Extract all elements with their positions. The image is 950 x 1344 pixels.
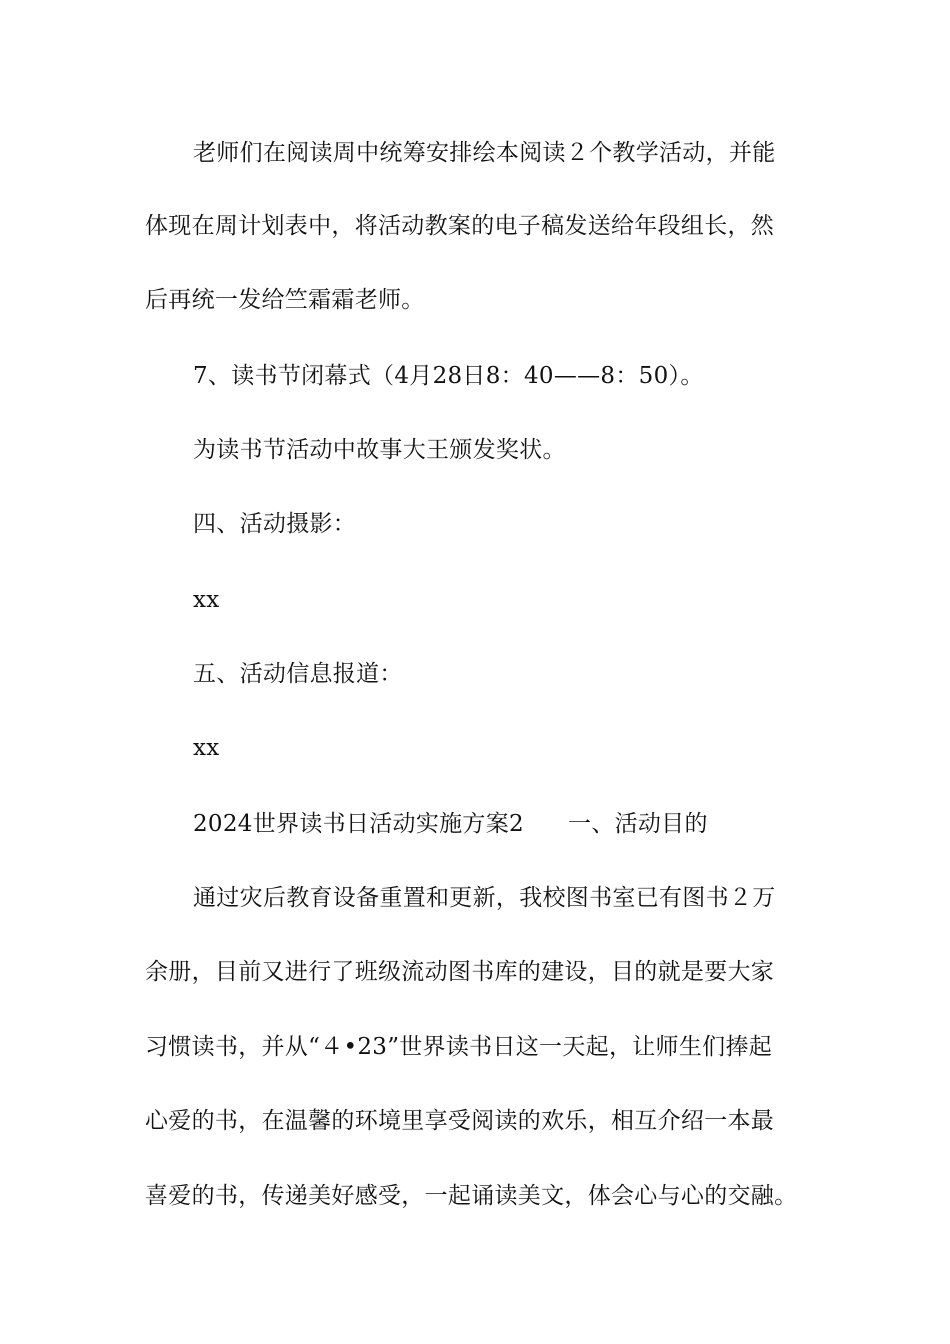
document-title-line	[193, 809, 893, 839]
paragraph-line: 心爱的书，在温馨的环境里享受阅读的欢乐，相互介绍一本最	[145, 1108, 775, 1134]
paragraph-line: 体现在周计划表中，将活动教案的电子稿发送给年段组长，然	[145, 213, 775, 239]
section-heading-photography: 四、活动摄影：	[193, 511, 357, 537]
paragraph-line: 余册，目前又进行了班级流动图书库的建设，目的就是要大家	[145, 959, 775, 985]
placeholder-text: xx	[193, 735, 220, 761]
paragraph-line: 通过灾后教育设备重置和更新，我校图书室已有图书２万	[193, 885, 776, 911]
section-item-closing-ceremony: 7、读书节闭幕式（4月28日8：40——8：50）。	[193, 363, 704, 389]
paragraph-line: 老师们在阅读周中统筹安排绘本阅读２个教学活动，并能	[193, 140, 776, 166]
paragraph-line: 后再统一发给竺霜霜老师。	[145, 287, 425, 313]
paragraph-line: 喜爱的书，传递美好感受，一起诵读美文，体会心与心的交融。	[145, 1183, 798, 1209]
plan-title: 2024世界读书日活动实施方案2	[193, 811, 524, 837]
placeholder-text: xx	[193, 587, 220, 613]
section-heading-news-report: 五、活动信息报道：	[193, 661, 403, 687]
paragraph-line: 为读书节活动中故事大王颁发奖状。	[193, 437, 566, 463]
paragraph-line: 习惯读书，并从“４•23”世界读书日这一天起，让师生们捧起	[145, 1034, 773, 1060]
section-heading-purpose: 一、活动目的	[567, 811, 708, 837]
